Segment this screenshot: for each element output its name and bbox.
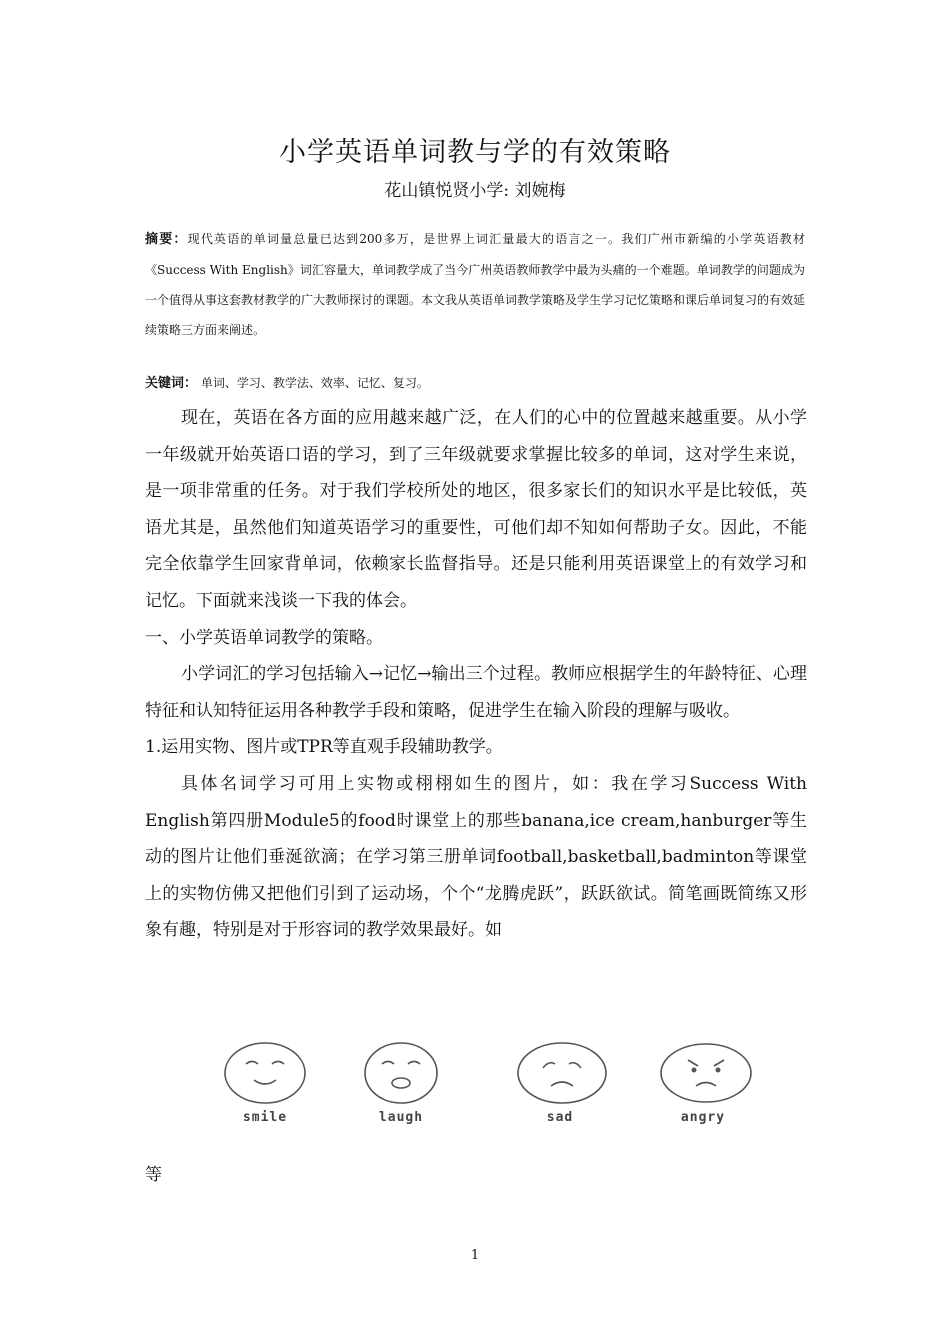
face-label-sad: sad [546,1110,574,1125]
page-number: 1 [470,1248,480,1263]
author-line: 花山镇悦贤小学: 刘婉梅 [384,181,566,201]
face-laugh [356,1040,446,1125]
face-angry [658,1040,748,1125]
paragraph-examples: 具体名词学习可用上实物或栩栩如生的图片，如：我在学习Success With English第四册Module5的food时课堂上的那些banana,ice cream,hanburger等生动的图片让他们垂涎欲滴；在学习第三册单词football,basketball,badminton等课堂上的实物仿佛又把他们引到了运动场，个个“龙腾虎跃”，跃跃欲试。简笔画既简练又形象有趣，特别是对于形容词的教学效果最好。如 [145,773,807,941]
keywords-text: 单词、学习、教学法、效率、记忆、复习。 [197,376,429,390]
face-label-angry: angry [680,1110,726,1125]
body-text [145,400,807,949]
document-title: 小学英语单词教与学的有效策略 [279,137,671,168]
face-sad [515,1040,605,1125]
trailing-text: 等 [145,1165,162,1185]
keywords-label: 关键词： [145,376,198,391]
section-heading-1: 一、小学英语单词教学的策略。 [145,627,383,648]
laugh-face-icon [362,1040,440,1106]
abstract-label: 摘要： [145,232,188,247]
abstract-text: 现代英语的单词量总量已达到200多万，是世界上词汇量最大的语言之一。我们广州市新编的小学英语教材《Success With English》词汇容量大，单词教学成了当今广州英语教师教学中最为头痛的一个难题。单词教学的问题成为一个值得从事这套教材教学的广大教师探讨的课题。本文我从英语单词教学策略及学生学习记忆策略和课后单词复习的有效延续策略三方面来阐述。 [145,232,806,337]
face-smile [220,1040,310,1125]
abstract [145,224,805,345]
paragraph-process: 小学词汇的学习包括输入→记忆→输出三个过程。教师应根据学生的年龄特征、心理特征和认知特征运用各种教学手段和策略，促进学生在输入阶段的理解与吸收。 [145,664,807,721]
keywords [145,371,805,396]
paragraph-intro: 现在，英语在各方面的应用越来越广泛，在人们的心中的位置越来越重要。从小学一年级就开始英语口语的学习，到了三年级就要求掌握比较多的单词，这对学生来说，是一项非常重的任务。对于我们学校所处的地区，很多家长们的知识水平是比较低，英语尤其是，虽然他们知道英语学习的重要性，可他们却不知如何帮助子女。因此，不能完全依靠学生回家背单词，依赖家长监督指导。还是只能利用英语课堂上的有效学习和记忆。下面就来浅谈一下我的体会。 [145,408,807,611]
subsection-heading-1: 1.运用实物、图片或TPR等直观手段辅助教学。 [145,737,503,758]
face-label-smile: smile [242,1110,288,1125]
sad-face-icon [515,1040,609,1106]
face-illustrations [220,1040,760,1135]
smile-face-icon [222,1040,308,1106]
face-label-laugh: laugh [378,1110,424,1125]
angry-face-icon [658,1040,754,1106]
